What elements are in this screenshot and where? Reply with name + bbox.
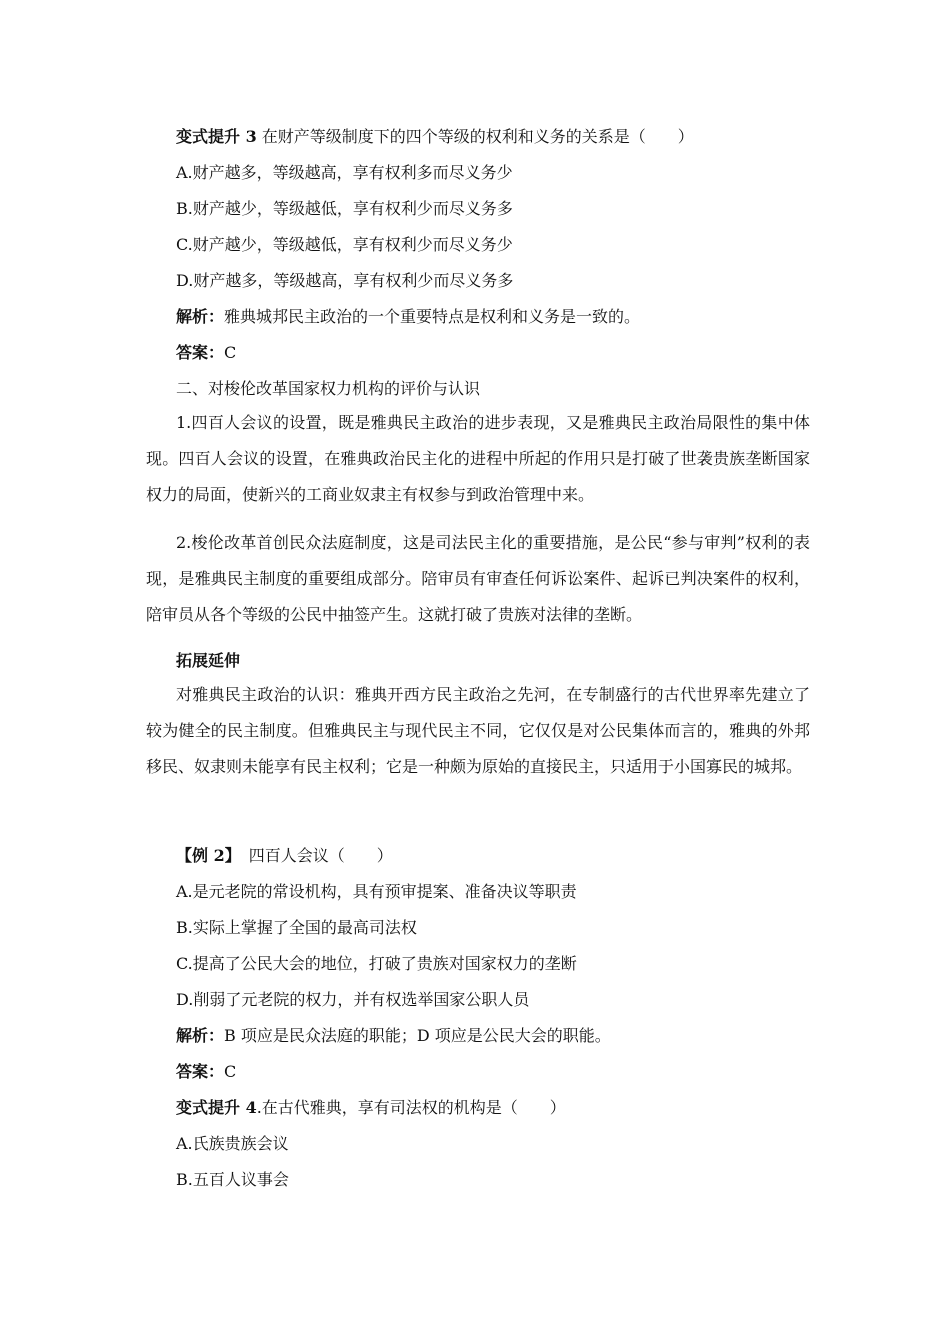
analysis-label: 解析： [176,1026,225,1045]
analysis-text: 雅典城邦民主政治的一个重要特点是权利和义务是一致的。 [224,307,641,326]
example-2 [176,845,393,867]
example-2-text: 四百人会议（ ） [232,846,393,865]
example-2-option-a: A.是元老院的常设机构，具有预审提案、准备决议等职责 [176,882,577,901]
question-3-analysis [176,306,640,328]
example-2-option-b: B.实际上掌握了全国的最高司法权 [176,918,417,937]
answer-text: C [224,343,237,362]
question-4 [176,1097,566,1119]
question-3-text: 在财产等级制度下的四个等级的权利和义务的关系是（ ） [256,127,694,146]
extension-text: 对雅典民主政治的认识：雅典开西方民主政治之先河，在专制盛行的古代世界率先建立了较为健全的民主制度。但雅典民主与现代民主不同，它仅仅是对公民集体而言的，雅典的外邦移民、奴隶则未能享有民主权利；它是一种颇为原始的直接民主，只适用于小国寡民的城邦。 [146,685,810,776]
extension-heading: 拓展延伸 [176,651,241,670]
question-4-label: 变式提升 4 [176,1098,257,1117]
question-3-answer [176,342,236,364]
section-2-point-2: 2.梭伦改革首创民众法庭制度，这是司法民主化的重要措施，是公民“参与审判”权利的表现，是雅典民主制度的重要组成部分。陪审员有审查任何诉讼案件、起诉已判决案件的权利，陪审员从各个等级的公民中抽签产生。这就打破了贵族对法律的垄断。 [146,533,810,624]
example-2-label: 【例 2】 [176,846,233,865]
answer-text: C [224,1062,237,1081]
question-3-label: 变式提升 3 [176,127,257,146]
analysis-text: B 项应是民众法庭的职能；D 项应是公民大会的职能。 [224,1026,611,1045]
question-3-option-b: B.财产越少，等级越低，享有权利少而尽义务多 [176,199,513,218]
question-3-option-d: D.财产越多，等级越高，享有权利少而尽义务多 [176,271,514,290]
analysis-label: 解析： [176,307,225,326]
question-3-option-c: C.财产越少，等级越低，享有权利少而尽义务少 [176,235,513,254]
question-3 [176,126,694,148]
question-4-text: .在古代雅典，享有司法权的机构是（ ） [256,1098,566,1117]
answer-label: 答案： [176,343,225,362]
question-4-option-a: A.氏族贵族会议 [176,1134,289,1153]
section-2-point-1: 1.四百人会议的设置，既是雅典民主政治的进步表现，又是雅典民主政治局限性的集中体现。四百人会议的设置，在雅典政治民主化的进程中所起的作用只是打破了世袭贵族垄断国家权力的局面，使新兴的工商业奴隶主有权参与到政治管理中来。 [146,413,810,504]
question-4-option-b: B.五百人议事会 [176,1170,289,1189]
example-2-option-d: D.削弱了元老院的权力，并有权选举国家公职人员 [176,990,530,1009]
question-3-option-a: A.财产越多，等级越高，享有权利多而尽义务少 [176,163,513,182]
answer-label: 答案： [176,1062,225,1081]
example-2-option-c: C.提高了公民大会的地位，打破了贵族对国家权力的垄断 [176,954,577,973]
section-2-heading: 二、对梭伦改革国家权力机构的评价与认识 [176,379,481,398]
example-2-analysis [176,1025,611,1047]
example-2-answer [176,1061,236,1083]
